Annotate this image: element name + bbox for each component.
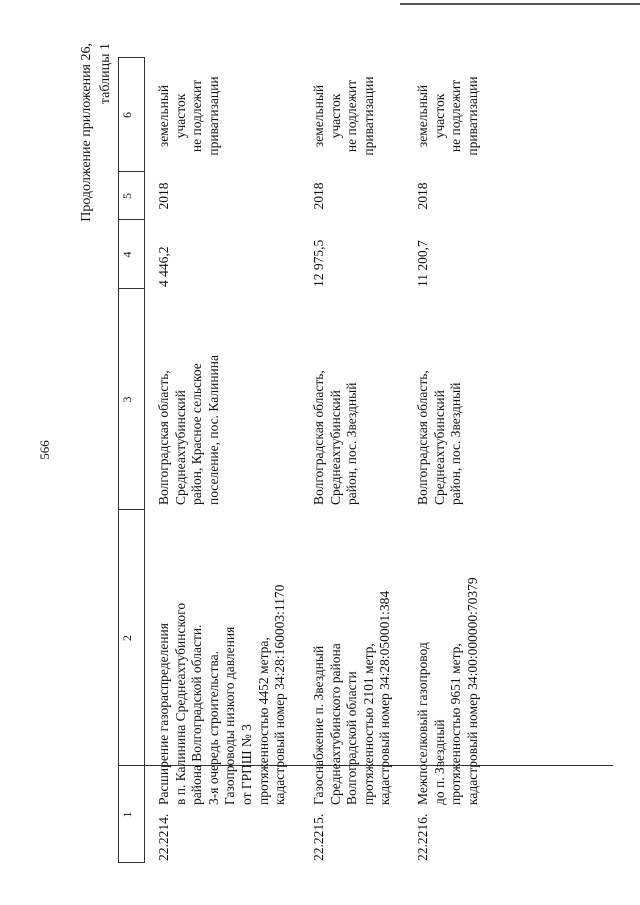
- row-1-number: 22.2214.: [156, 813, 171, 861]
- continuation-note: [77, 43, 115, 255]
- row-2-status: земельный участок не подлежит приватизации: [311, 76, 376, 156]
- row-2-year: 2018: [311, 182, 326, 210]
- continuation-line-2: таблицы 1: [98, 43, 113, 105]
- page-number: 566: [37, 440, 52, 460]
- row-3-status: земельный участок не подлежит приватизации: [415, 76, 480, 156]
- continuation-line-1: Продолжение приложения 26,: [79, 43, 94, 222]
- row-1-status: земельный участок не подлежит приватизации: [156, 76, 221, 156]
- row-1-address: Волгоградская область, Среднеахтубинский район, Красное сельское поселение, пос. Калинина: [156, 355, 221, 505]
- column-number-2: 2: [120, 635, 134, 641]
- row-3-name: Межпоселковый газопровод до п. Звездный протяженностью 9651 метр, кадастровый номер 34:00:000000:70379: [415, 577, 480, 805]
- row-1-value: 4 446,2: [156, 246, 171, 287]
- column-number-3: 3: [120, 396, 134, 403]
- table-top-border: [118, 57, 119, 863]
- row-3-address: Волгоградская область, Среднеахтубинский район, пос. Звездный: [415, 370, 464, 505]
- row-3-number: 22.2216.: [415, 813, 430, 861]
- row-1-year: 2018: [156, 182, 171, 210]
- column-number-4: 4: [120, 251, 134, 258]
- row-1-name: Расширение газораспределения в п. Калинина Среднеахтубинского района Волгоградской области. 3-я очередь строительства. Газопроводы низкого давления от ГРПШ № 3 протяженностью 4452 метра, кадастровый номер 34:28:160003:1170: [156, 584, 288, 805]
- row-2-address: Волгоградская область, Среднеахтубинский район, пос. Звездный: [311, 370, 360, 505]
- column-number-6: 6: [120, 112, 134, 118]
- column-number-1: 1: [120, 811, 134, 818]
- column-number-5: 5: [120, 193, 134, 199]
- row-2-number: 22.2215.: [311, 813, 326, 861]
- row-3-year: 2018: [415, 182, 430, 210]
- header-bottom-border: [144, 57, 145, 863]
- row-3-value: 11 200,7: [415, 240, 430, 287]
- row-2-name: Газоснабжение п. Звездный Среднеахтубинского района Волгоградской области протяженностью 2101 метр, кадастровый номер 34:28:050001:384: [311, 590, 393, 805]
- row-2-value: 12 975,5: [311, 239, 326, 287]
